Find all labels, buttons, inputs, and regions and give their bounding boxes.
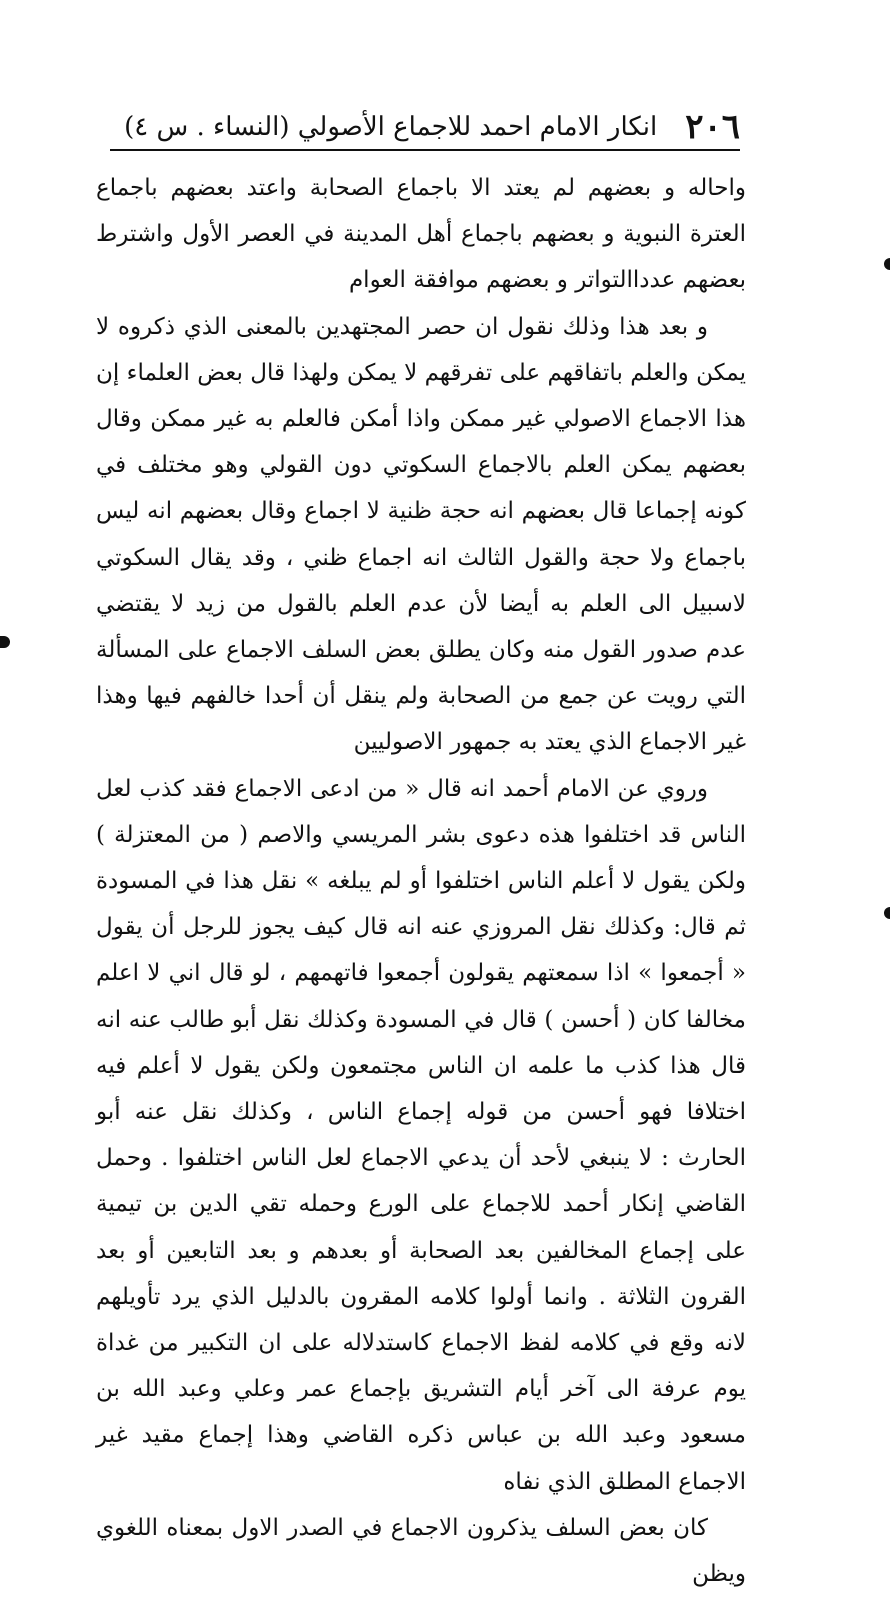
paragraph-3: وروي عن الامام أحمد انه قال « من ادعى الاجماع فقد كذب لعل الناس قد اختلفوا هذه دعوى بشر المريسي والاصم ( من المعتزلة ) ولكن يقول لا أعلم الناس اختلفوا أو لم يبلغه » نقل هذا في المسودة ثم قال: وكذلك نقل المروزي عنه انه قال كيف يجوز للرجل أن يقول « أجمعوا » اذا سمعتهم يقولون أجمعوا فاتهمهم ، لو قال اني لا اعلم مخالفا كان ( أحسن ) قال في المسودة وكذلك نقل أبو طالب عنه انه قال هذا كذب ما علمه ان الناس مجتمعون ولكن يقول لا أعلم فيه اختلافا فهو أحسن من قوله إجماع الناس ، وكذلك نقل عنه أبو الحارث : لا ينبغي لأحد أن يدعي الاجماع لعل الناس اختلفوا . وحمل القاضي إنكار أحمد للاجماع على الورع وحمله تقي الدين بن تيمية على إجماع المخالفين بعد الصحابة أو بعدهم و بعد التابعين أو بعد القرون الثلاثة . وانما أولوا كلامه المقرون بالدليل الذي يرد تأويلهم لانه وقع في كلامه لفظ الاجماع كاستدلاله على ان التكبير من غداة يوم عرفة الى آخر أيام التشريق بإجماع عمر وعلي وعبد الله بن مسعود وعبد الله بن عباس ذكره القاضي وهذا إجماع مقيد غير الاجماع المطلق الذي نفاه xyxy=(96,775,746,1495)
page-header xyxy=(110,105,740,151)
scan-edge-mark xyxy=(0,636,10,648)
page-number: ٢٠٦ xyxy=(685,107,740,147)
scan-edge-mark xyxy=(884,907,890,919)
body-text xyxy=(96,165,746,1597)
paragraph-4: كان بعض السلف يذكرون الاجماع في الصدر الاول بمعناه اللغوي ويظن xyxy=(96,1514,746,1588)
paragraph-2: و بعد هذا وذلك نقول ان حصر المجتهدين بالمعنى الذي ذكروه لا يمكن والعلم باتفاقهم على تفرقهم لا يمكن ولهذا قال بعض العلماء إن هذا الاجماع الاصولي غير ممكن واذا أمكن فالعلم به غير ممكن وقال بعضهم يمكن العلم بالاجماع السكوتي دون القولي وهو مختلف في كونه إجماعا قال بعضهم انه حجة ظنية لا اجماع وقال بعضهم انه ليس باجماع ولا حجة والقول الثالث انه اجماع ظني ، وقد يقال السكوتي لاسبيل الى العلم به أيضا لأن عدم العلم بالقول من زيد لا يقتضي عدم صدور القول منه وكان يطلق بعض السلف الاجماع على المسألة التي رويت عن جمع من الصحابة ولم ينقل أن أحدا خالفهم فيها وهذا غير الاجماع الذي يعتد به جمهور الاصوليين xyxy=(96,313,746,756)
running-title: انكار الامام احمد للاجماع الأصولي (النساء . س ٤) xyxy=(124,112,658,142)
paragraph-1: واحاله و بعضهم لم يعتد الا باجماع الصحابة واعتد بعضهم باجماع العترة النبوية و بعضهم باجماع أهل المدينة في العصر الأول واشترط بعضهم عدداالتواتر و بعضهم موافقة العوام xyxy=(96,175,746,294)
scan-edge-mark xyxy=(884,258,890,270)
